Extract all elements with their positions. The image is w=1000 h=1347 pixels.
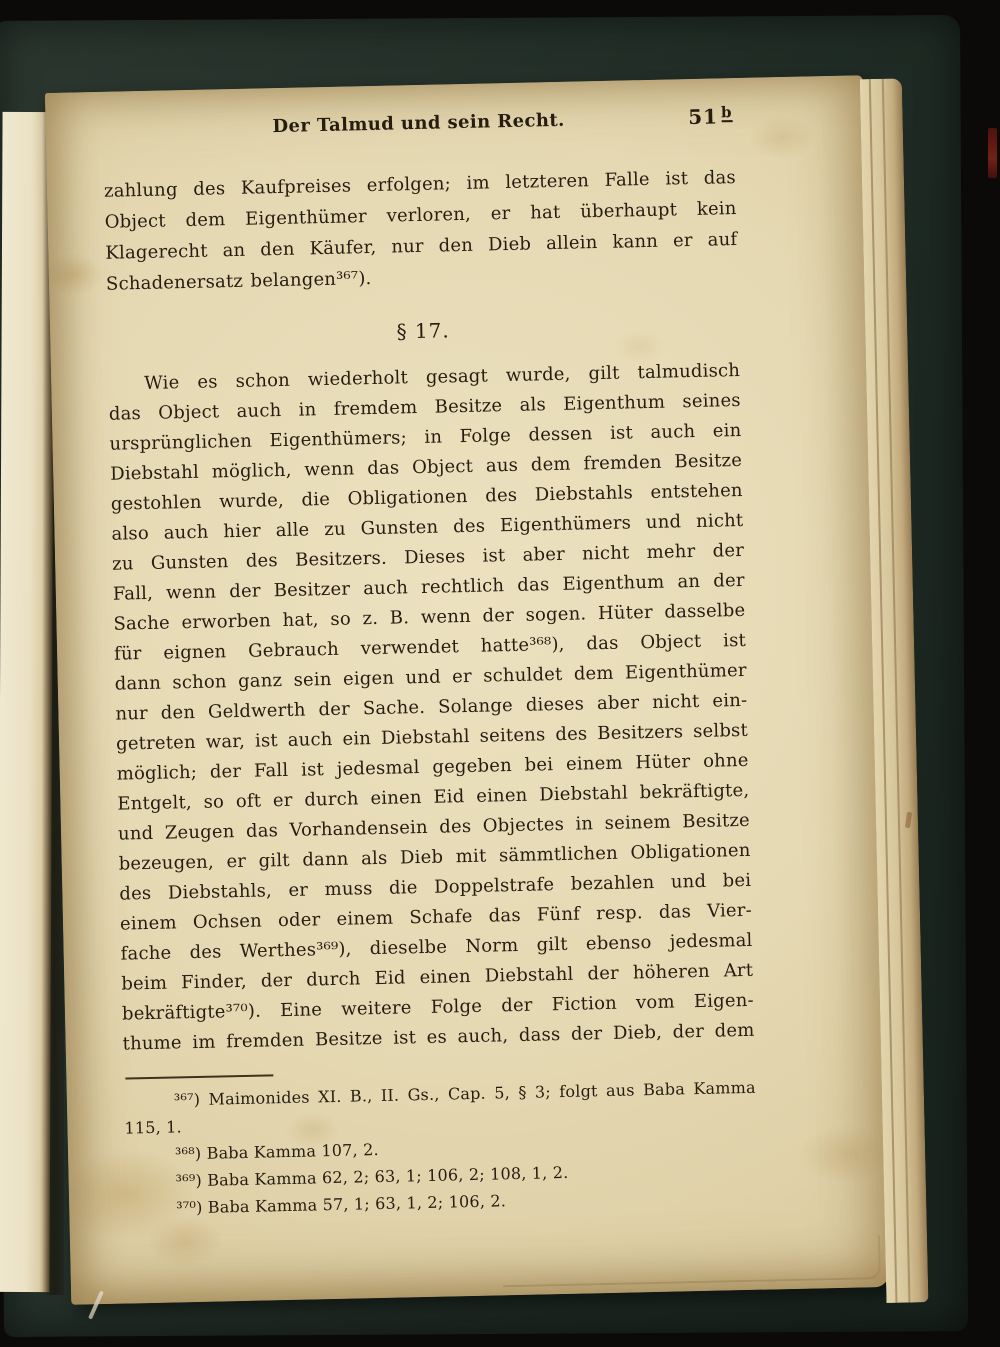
section-heading: § 17. <box>396 318 450 344</box>
page-number <box>688 104 733 129</box>
footnote-rule <box>125 1074 273 1079</box>
book-page <box>45 75 889 1305</box>
running-title: Der Talmud und sein Recht. <box>272 109 565 138</box>
text-line: einem Ochsen oder einem Schafe das Fünf resp. das Vier- <box>119 899 753 935</box>
text-line: zahlung des Kaufpreises erfolgen; im letzteren Falle ist das <box>103 167 737 202</box>
text-line: ursprünglichen Eigenthümers; in Folge dessen ist auch ein <box>109 419 742 455</box>
text-line: Sache erworben hat, so z. B. wenn der sogen. Hüter dasselbe <box>113 599 746 635</box>
text-line: zu Gunsten des Besitzers. Dieses ist aber nicht mehr der <box>111 539 745 575</box>
text-line: thume im fremden Besitze ist es auch, dass der Dieb, der dem <box>122 1019 755 1055</box>
text-line: gestohlen wurde, die Obligationen des Diebstahls entstehen <box>110 479 743 515</box>
text-line: beim Finder, der durch Eid einen Diebstahl der höheren Art <box>121 959 754 995</box>
text-line: also auch hier alle zu Gunsten des Eigenthümers und nicht <box>111 509 744 545</box>
text-line: fache des Werthes³⁶⁹), dieselbe Norm gilt ebenso jedesmal <box>120 929 753 965</box>
footnote-line: 115, 1. <box>124 1117 183 1138</box>
footnote-line: ³⁶⁸) Baba Kamma 107, 2. <box>174 1140 379 1164</box>
page-number-value: 51 <box>687 104 719 130</box>
text-line: getreten war, ist auch ein Diebstahl seitens des Besitzers selbst <box>115 719 749 755</box>
text-line: möglich; der Fall ist jedesmal gegeben bei einem Hüter ohne <box>116 749 749 785</box>
paragraph-continuation <box>104 162 739 300</box>
paragraph-section-17 <box>108 356 755 1060</box>
cover-red-mark <box>988 128 997 178</box>
text-line: bezeugen, er gilt dann als Dieb mit sämmtlichen Obligationen <box>118 839 751 875</box>
text-line: Diebstahl möglich, wenn das Object aus dem fremden Besitze <box>109 449 743 485</box>
text-line: Schadenersatz belangen³⁶⁷). <box>105 267 372 295</box>
text-line: Klagerecht an den Käufer, nur den Dieb allein kann er auf <box>105 229 738 264</box>
text-line: des Diebstahls, er muss die Doppelstrafe bezahlen und bei <box>119 869 752 905</box>
page-number-suffix: b <box>720 103 733 122</box>
footnote-line: ³⁷⁰) Baba Kamma 57, 1; 63, 1, 2; 106, 2. <box>176 1191 507 1218</box>
footnote-line: ³⁶⁹) Baba Kamma 62, 2; 63, 1; 106, 2; 108, 1, 2. <box>175 1162 569 1191</box>
text-line: Wie es schon wiederholt gesagt wurde, gilt talmudisch <box>144 359 741 394</box>
text-line: bekräftigte³⁷⁰). Eine weitere Folge der Fiction vom Eigen- <box>121 989 755 1025</box>
text-line: nur den Geldwerth der Sache. Solange dieses aber nicht ein- <box>115 689 748 725</box>
page-content <box>102 78 760 1303</box>
text-line: und Zeugen das Vorhandensein des Objectes in seinem Besitze <box>117 809 751 845</box>
text-line: das Object auch in fremdem Besitze als Eigenthum seines <box>108 389 741 425</box>
footnotes <box>124 1074 759 1223</box>
text-line: Entgelt, so oft er durch einen Eid einen Diebstahl bekräftigte, <box>117 779 750 815</box>
page-header <box>102 103 734 146</box>
text-line: Fall, wenn der Besitzer auch rechtlich das Eigenthum an der <box>112 569 745 605</box>
footnote-line: ³⁶⁷) Maimonides XI. B., II. Gs., Cap. 5, § 3; folgt aus Baba Kamma <box>173 1077 756 1110</box>
text-line: dann schon ganz sein eigen und er schuldet dem Eigenthümer <box>114 659 747 695</box>
text-line: Object dem Eigenthümer verloren, er hat überhaupt kein <box>104 198 737 233</box>
text-line: für eignen Gebrauch verwendet hatte³⁶⁸), das Object ist <box>113 629 747 665</box>
